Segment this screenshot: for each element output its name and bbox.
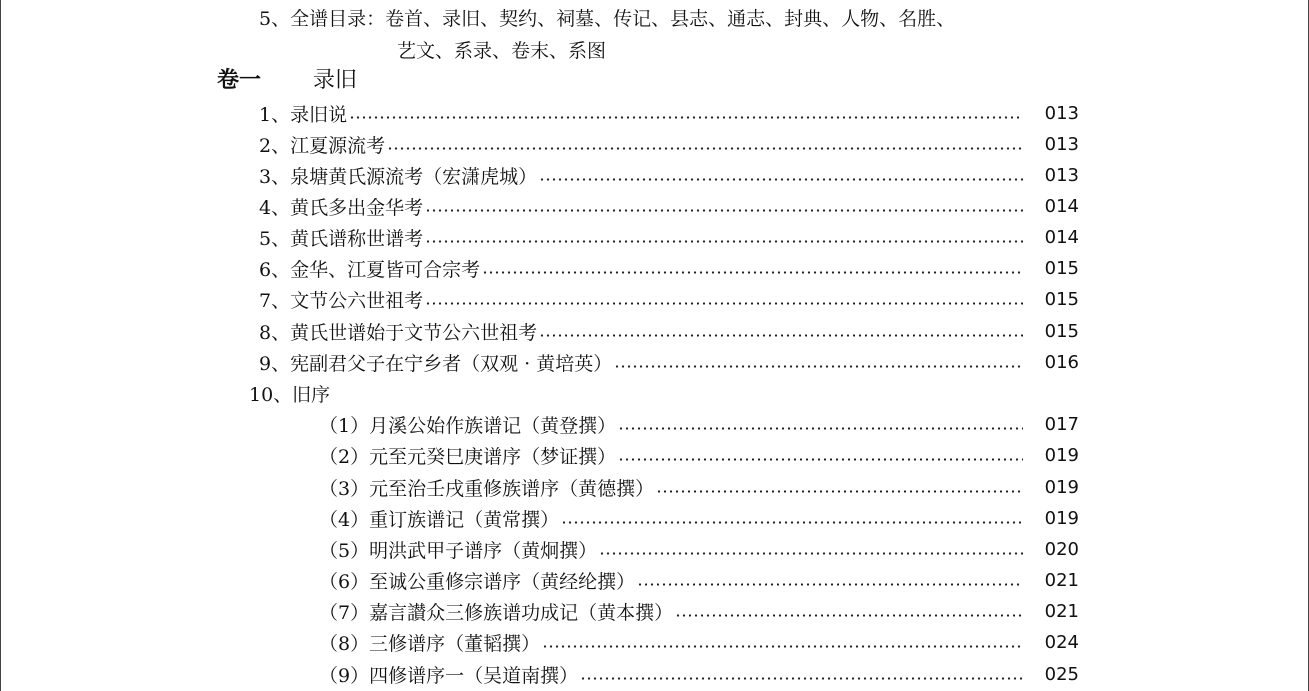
- toc-subsection-heading[interactable]: [249, 379, 330, 407]
- toc-entry-page: 014: [1044, 226, 1079, 248]
- toc-subentry-title: （2）元至元癸巳庚谱序（梦证撰）: [319, 445, 617, 468]
- toc-subsection-title: 10、旧序: [249, 383, 331, 406]
- toc-subentry-page: 019: [1044, 476, 1079, 498]
- toc-entry-page: 014: [1044, 195, 1079, 217]
- toc-entry[interactable]: [259, 254, 1079, 282]
- toc-entry-title: 4、黄氏多出金华考: [259, 196, 424, 219]
- toc-subentry-title: （3）元至治壬戌重修族谱序（黄德撰）: [319, 477, 655, 500]
- toc-subentry-page: 017: [1044, 413, 1079, 435]
- toc-entry-title: 3、泉塘黄氏源流考（宏潇虎城）: [259, 165, 538, 188]
- toc-subentry[interactable]: [319, 473, 1079, 501]
- toc-subentry-page: 020: [1044, 538, 1079, 560]
- dot-leader: [637, 583, 1023, 586]
- toc-entry-page: 015: [1044, 257, 1079, 279]
- toc-entry-page: 013: [1044, 102, 1079, 124]
- dot-leader: [542, 645, 1023, 648]
- toc-entry-title: 2、江夏源流考: [259, 134, 386, 157]
- toc-entry[interactable]: [259, 317, 1079, 345]
- toc-subentry-title: （5）明洪武甲子谱序（黄炯撰）: [319, 539, 598, 562]
- dot-leader: [539, 178, 1023, 181]
- toc-entry[interactable]: [259, 130, 1079, 158]
- dot-leader: [675, 614, 1023, 617]
- dot-leader: [656, 490, 1023, 493]
- toc-entry[interactable]: [259, 99, 1079, 127]
- dot-leader: [561, 521, 1023, 524]
- toc-entry-title: 7、文节公六世祖考: [259, 289, 424, 312]
- dot-leader: [349, 116, 1023, 119]
- dot-leader: [425, 209, 1023, 212]
- toc-subentry-page: 019: [1044, 507, 1079, 529]
- dot-leader: [599, 552, 1023, 555]
- toc-entry-title: 5、黄氏谱称世谱考: [259, 227, 424, 250]
- toc-subentry-page: 025: [1044, 663, 1079, 685]
- dot-leader: [580, 677, 1023, 680]
- dot-leader: [539, 334, 1023, 337]
- toc-subentry[interactable]: [319, 597, 1079, 625]
- toc-entry[interactable]: [259, 161, 1079, 189]
- toc-subentry[interactable]: [319, 441, 1079, 469]
- dot-leader: [425, 302, 1023, 305]
- toc-subentry-title: （6）至诚公重修宗谱序（黄经纶撰）: [319, 570, 636, 593]
- toc-entry-title: 9、宪副君父子在宁乡者（双观 · 黄培英）: [259, 352, 613, 375]
- toc-subentry-page: 024: [1044, 631, 1079, 653]
- toc-entry[interactable]: [259, 192, 1079, 220]
- toc-subentry-title: （9）四修谱序一（吴道南撰）: [319, 664, 579, 687]
- toc-subentry-title: （4）重订族谱记（黄常撰）: [319, 508, 560, 531]
- toc-subentry-page: 021: [1044, 600, 1079, 622]
- toc-entry-title: 6、金华、江夏皆可合宗考: [259, 258, 481, 281]
- toc-entry-title: 8、黄氏世谱始于文节公六世祖考: [259, 321, 538, 344]
- toc-entry-page: 013: [1044, 133, 1079, 155]
- dot-leader: [618, 427, 1023, 430]
- toc-entry[interactable]: [259, 348, 1079, 376]
- toc-entry-page: 015: [1044, 288, 1079, 310]
- chapter-number: 卷一: [217, 68, 262, 93]
- toc-subentry-page: 019: [1044, 444, 1079, 466]
- toc-subentry[interactable]: [319, 504, 1079, 532]
- toc-subentry[interactable]: [319, 660, 1079, 688]
- chapter-title: 录旧: [313, 68, 358, 93]
- catalog-intro-line-1: 5、全谱目录：卷首、录旧、契约、祠墓、传记、县志、通志、封典、人物、名胜、: [259, 8, 956, 30]
- toc-entry-page: 015: [1044, 320, 1079, 342]
- toc-subentry[interactable]: [319, 566, 1079, 594]
- dot-leader: [614, 365, 1023, 368]
- toc-entry[interactable]: [259, 285, 1079, 313]
- dot-leader: [482, 271, 1023, 274]
- toc-subentry-title: （1）月溪公始作族谱记（黄登撰）: [319, 414, 617, 437]
- toc-subentry-page: 021: [1044, 569, 1079, 591]
- toc-subentry[interactable]: [319, 628, 1079, 656]
- toc-subentry-title: （7）嘉言讃众三修族谱功成记（黄本撰）: [319, 601, 674, 624]
- toc-subentry[interactable]: [319, 410, 1079, 438]
- toc-entry-page: 016: [1044, 351, 1079, 373]
- toc-entry[interactable]: [259, 223, 1079, 251]
- toc-subentry[interactable]: [319, 535, 1079, 563]
- toc-subentry-title: （8）三修谱序（董韬撰）: [319, 632, 541, 655]
- dot-leader: [425, 240, 1023, 243]
- toc-entry-title: 1、录旧说: [259, 103, 348, 126]
- dot-leader: [618, 458, 1023, 461]
- catalog-intro-line-2: 艺文、系录、卷末、系图: [397, 40, 607, 62]
- dot-leader: [387, 147, 1023, 150]
- toc-entry-page: 013: [1044, 164, 1079, 186]
